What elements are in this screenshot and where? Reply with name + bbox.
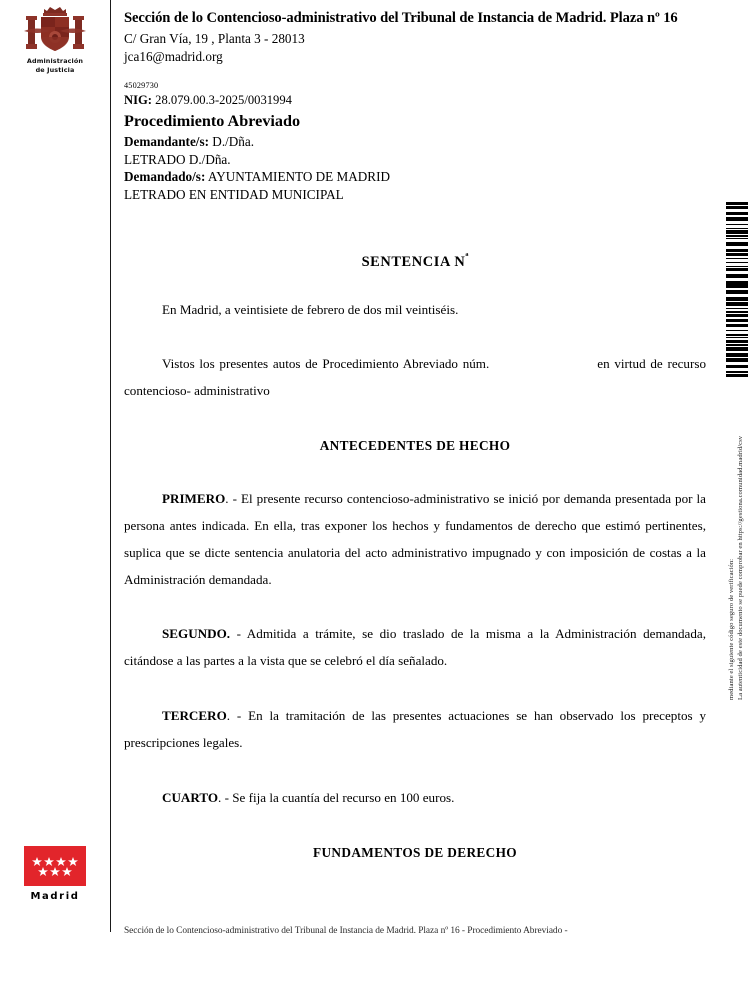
- heading-fundamentos-de-derecho: FUNDAMENTOS DE DERECHO: [313, 844, 517, 860]
- emblem-caption-line2: de Justicia: [35, 65, 75, 74]
- verification-text-block: [718, 355, 744, 700]
- plaintiff-label: Demandante/s:: [124, 133, 209, 149]
- page-footer: Sección de lo Contencioso-administrativo del Tribunal de Instancia de Madrid. Plaza nº 16 - Procedimiento Abreviado -: [124, 926, 568, 936]
- plaintiff-value: D./Dña.: [212, 133, 255, 149]
- antecedente-tercero: [124, 703, 706, 757]
- court-email: jca16@madrid.org: [124, 49, 223, 65]
- antecedente-segundo: [124, 621, 706, 675]
- antecedente-cuarto-text: . - Se fija la cuantía del recurso en 100 euros.: [218, 789, 455, 805]
- sentence-title-superscript: ª: [465, 251, 469, 263]
- antecedente-primero: [124, 486, 706, 593]
- right-margin-column: [718, 0, 750, 998]
- coat-of-arms-block: [0, 4, 110, 75]
- spanish-coat-of-arms-icon: [22, 4, 88, 56]
- procedure-type: Procedimiento Abreviado: [124, 112, 301, 131]
- madrid-logo-label: Madrid: [30, 891, 80, 902]
- antecedente-segundo-label: SEGUNDO.: [162, 626, 231, 642]
- vistos-text-part2: en virtud de recurso contencioso- administrativo: [124, 356, 706, 399]
- antecedente-tercero-text: . - En la tramitación de las presentes actuaciones se han observado los preceptos y prescripciones legales.: [124, 708, 706, 750]
- antecedente-primero-label: PRIMERO: [162, 491, 226, 507]
- defendant-lawyer: LETRADO EN ENTIDAD MUNICIPAL: [124, 187, 344, 203]
- vertical-divider-line: [110, 0, 111, 932]
- verification-code-line: mediante el siguiente código seguro de verificación:: [728, 558, 735, 700]
- madrid-logo-block: [0, 846, 110, 902]
- comunidad-de-madrid-flag-icon: [24, 846, 86, 886]
- antecedente-cuarto-label: CUARTO: [162, 789, 219, 805]
- place-and-date: En Madrid, a veintisiete de febrero de dos mil veintiséis.: [162, 301, 459, 317]
- case-reference-number: 45029730: [124, 80, 159, 90]
- verification-url-line: La autenticidad de este documento se puede comprobar en https://gestiona.comunidad.madrid/csv: [737, 435, 744, 700]
- document-content: [124, 0, 706, 861]
- emblem-caption-line1: Administración: [26, 57, 84, 65]
- nig-value: 28.079.00.3-2025/0031994: [155, 93, 292, 108]
- antecedente-tercero-label: TERCERO: [162, 708, 227, 724]
- defendant-label: Demandado/s:: [124, 169, 206, 185]
- sentence-title: [124, 252, 706, 271]
- defendant-value: AYUNTAMIENTO DE MADRID: [207, 169, 391, 185]
- antecedente-segundo-text: - Admitida a trámite, se dio traslado de la misma a la Administración demandada, citándose a las partes a la vista que se celebró el día señalado.: [124, 626, 706, 669]
- left-margin-column: [0, 0, 110, 998]
- nig-line: [124, 92, 706, 110]
- case-identification-block: [124, 81, 706, 204]
- defendant-line: [124, 168, 706, 186]
- plaintiff-lawyer: LETRADO D./Dña.: [124, 151, 231, 167]
- vistos-paragraph: [124, 351, 706, 405]
- court-address: C/ Gran Vía, 19 , Planta 3 - 28013: [124, 30, 305, 46]
- sentence-title-text: SENTENCIA N: [361, 253, 466, 270]
- nig-label: NIG:: [124, 93, 152, 108]
- emblem-caption: [0, 57, 110, 75]
- heading-antecedentes-de-hecho: ANTECEDENTES DE HECHO: [319, 438, 511, 454]
- court-title: Sección de lo Contencioso-administrativo del Tribunal de Instancia de Madrid. Plaza nº 16: [124, 10, 678, 26]
- antecedente-primero-text: . - El presente recurso contencioso-administrativo se inició por demanda presentada por la persona antes indicada. En ella, tras exponer los hechos y fundamentos de derecho que estimó pertinentes, suplica que se dicte sentencia anulatoria del acto administrativo impugnado y con imposición de costas a la Administración demandada.: [124, 491, 706, 587]
- vistos-text-part1: Vistos los presentes autos de Procedimiento Abreviado núm.: [162, 356, 490, 372]
- plaintiff-line: [124, 133, 706, 151]
- antecedente-cuarto: [124, 785, 706, 812]
